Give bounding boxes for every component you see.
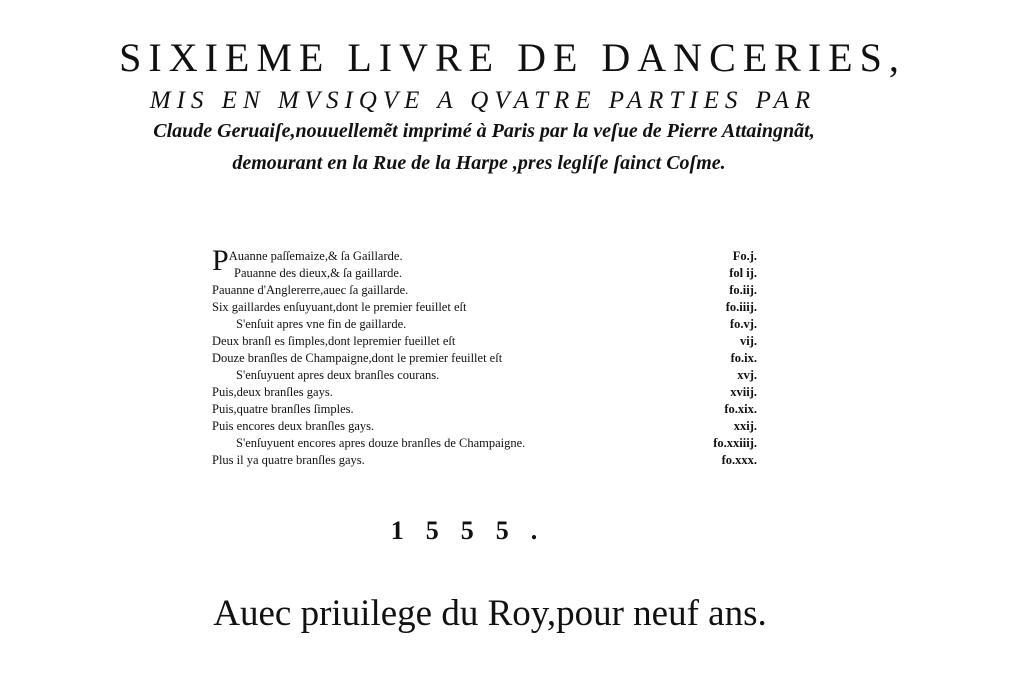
contents-entry-text: Deux branſl es ſimples,dont lepremier fueillet eſt (212, 334, 456, 348)
folio-reference: fo.iiij. (725, 300, 757, 314)
contents-row (212, 350, 757, 367)
book-title: SIXIEME LIVRE DE DANCERIES, (119, 35, 906, 80)
table-of-contents (212, 244, 757, 469)
folio-reference: xxij. (733, 419, 757, 433)
folio-reference: xvj. (737, 368, 757, 382)
folio-reference: fo.ix. (730, 351, 757, 365)
contents-row (212, 401, 757, 418)
contents-row (212, 367, 757, 384)
contents-entry-text: Pauanne des dieux,& ſa gaillarde. (234, 266, 402, 280)
folio-reference: fo.xix. (724, 402, 757, 416)
publication-year: 1555. (390, 516, 560, 545)
contents-entry-text: S'enſuyuent apres deux branſles courans. (236, 368, 440, 382)
contents-row (212, 282, 757, 299)
folio-reference: xviij. (730, 385, 757, 399)
folio-reference: fo.vj. (729, 317, 757, 331)
drop-capital: P (212, 244, 229, 277)
folio-reference: fo.iij. (729, 283, 757, 297)
publisher-line-1: Claude Geruaiſe,nouuellemẽt imprimé à Paris par la veſue de Pierre Attaingnãt, (153, 120, 815, 142)
contents-entry-text: Auanne paſſemaize,& ſa Gaillarde. (228, 249, 403, 263)
folio-reference: vij. (739, 334, 757, 348)
publisher-line-2: demourant en la Rue de la Harpe ,pres leglíſe ſainct Coſme. (232, 152, 726, 174)
contents-row (212, 316, 757, 333)
folio-reference: fol ij. (729, 266, 757, 280)
folio-reference: fo.xxx. (721, 453, 757, 467)
contents-row (212, 418, 757, 435)
contents-entry-text: Puis,quatre branſles ſimples. (212, 402, 354, 416)
contents-row (212, 333, 757, 350)
folio-reference: Fo.j. (732, 249, 757, 263)
contents-entry-text: Puis encores deux branſles gays. (212, 419, 375, 433)
contents-entry-text: Pauanne d'Anglererre,auec ſa gaillarde. (212, 283, 409, 297)
contents-entry-text: Douze branſles de Champaigne,dont le premier feuillet eſt (212, 351, 503, 365)
royal-privilege: Auec priuilege du Roy,pour neuf ans. (213, 593, 767, 634)
contents-row (212, 265, 757, 282)
book-subtitle: MIS EN MVSIQVE A QVATRE PARTIES PAR (149, 87, 817, 114)
contents-entry-text: Six gaillardes enſuyuant,dont le premier feuillet eſt (212, 300, 467, 314)
contents-entry-text: S'enſuit apres vne fin de gaillarde. (236, 317, 407, 331)
contents-row (212, 452, 757, 469)
contents-entry-text: S'enſuyuent encores apres douze branſles de Champaigne. (236, 436, 526, 450)
folio-reference: fo.xxiiij. (713, 436, 757, 450)
contents-row (212, 435, 757, 452)
contents-entry-text: Plus il ya quatre branſles gays. (212, 453, 365, 467)
contents-row (212, 299, 757, 316)
contents-row (212, 384, 757, 401)
contents-entry-text: Puis,deux branſles gays. (212, 385, 333, 399)
